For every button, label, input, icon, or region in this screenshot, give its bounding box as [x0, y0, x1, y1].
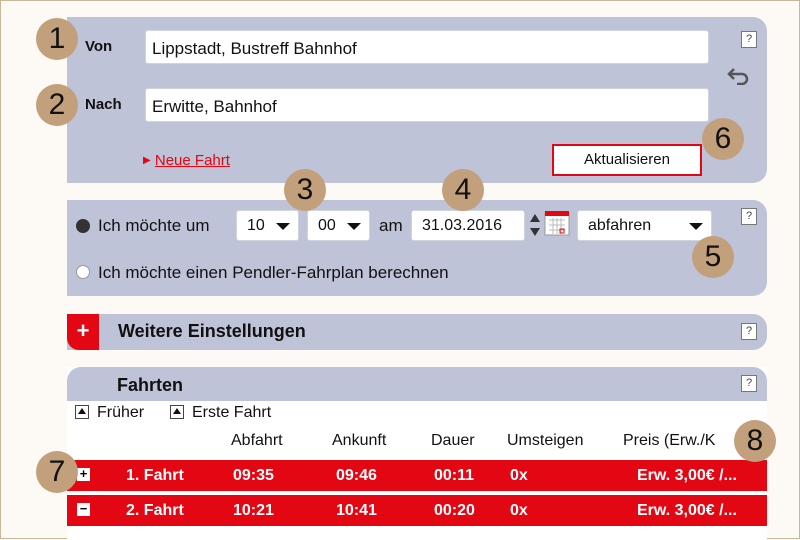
trip-arrival: 09:46: [336, 467, 377, 484]
commuter-option-radio[interactable]: [76, 265, 90, 279]
help-icon-trips[interactable]: ?: [741, 375, 757, 392]
arrow-up-icon: [75, 405, 89, 419]
annotation-badge-5: 5: [692, 236, 734, 278]
column-departure: Abfahrt: [231, 432, 283, 449]
update-button[interactable]: Aktualisieren: [552, 144, 702, 176]
date-prefix: am: [379, 216, 403, 235]
help-icon-route[interactable]: ?: [741, 31, 757, 48]
trip-price: Erw. 3,00€ /...: [637, 467, 737, 484]
chevron-down-icon: [276, 223, 290, 230]
hour-select[interactable]: [236, 210, 299, 241]
trip-duration: 00:11: [434, 467, 475, 484]
column-price: Preis (Erw./K: [623, 432, 716, 449]
annotation-badge-7: 7: [36, 451, 78, 493]
annotation-badge-2: 2: [36, 84, 78, 126]
trip-row[interactable]: [67, 460, 767, 491]
date-field[interactable]: 31.03.2016: [411, 210, 525, 241]
help-icon-time[interactable]: ?: [741, 208, 757, 225]
trip-changes: 0x: [510, 467, 528, 484]
trip-row[interactable]: [67, 495, 767, 526]
arrow-up-icon: [170, 405, 184, 419]
chevron-down-icon: [689, 223, 703, 230]
mode-select[interactable]: [577, 210, 712, 241]
trip-changes: 0x: [510, 502, 528, 519]
mode-value: abfahren: [588, 217, 652, 234]
trip-arrival: 10:41: [336, 502, 377, 519]
column-arrival: Ankunft: [332, 432, 387, 449]
new-trip-label: Neue Fahrt: [154, 152, 230, 169]
minute-select[interactable]: [307, 210, 370, 241]
to-field[interactable]: Erwitte, Bahnhof: [145, 88, 709, 122]
calendar-icon[interactable]: [544, 209, 570, 237]
annotation-badge-3: 3: [284, 169, 326, 211]
column-duration: Dauer: [431, 432, 475, 449]
minute-value: 00: [318, 217, 336, 234]
collapse-icon[interactable]: −: [77, 503, 90, 516]
earlier-label: Früher: [97, 404, 145, 421]
annotation-badge-8: 8: [734, 420, 776, 462]
chevron-down-icon: [347, 223, 361, 230]
commuter-option-label: Ich möchte einen Pendler-Fahrplan berechnen: [98, 263, 449, 282]
new-trip-link[interactable]: [143, 152, 230, 169]
first-trip-label: Erste Fahrt: [192, 404, 272, 421]
time-option-label: Ich möchte um: [98, 216, 210, 235]
expand-more-settings-icon[interactable]: +: [67, 314, 99, 350]
trip-name: 1. Fahrt: [126, 467, 184, 484]
time-option-radio[interactable]: [76, 219, 90, 233]
trip-name: 2. Fahrt: [126, 502, 184, 519]
annotation-badge-4: 4: [442, 169, 484, 211]
annotation-badge-6: 6: [702, 118, 744, 160]
trips-title: Fahrten: [117, 375, 184, 395]
trip-duration: 00:20: [434, 502, 475, 519]
more-settings-title: Weitere Einstellungen: [118, 321, 306, 341]
expand-icon[interactable]: +: [77, 468, 90, 481]
to-label: Nach: [85, 96, 122, 113]
date-stepper-icon[interactable]: [529, 211, 541, 239]
trip-departure: 09:35: [233, 467, 274, 484]
annotation-badge-1: 1: [36, 18, 78, 60]
from-label: Von: [85, 38, 113, 55]
from-field[interactable]: Lippstadt, Bustreff Bahnhof: [145, 30, 709, 64]
trip-departure: 10:21: [233, 502, 274, 519]
arrow-right-icon: ▶: [143, 155, 151, 166]
swap-icon[interactable]: [727, 65, 751, 85]
column-changes: Umsteigen: [507, 432, 584, 449]
hour-value: 10: [247, 217, 265, 234]
trip-price: Erw. 3,00€ /...: [637, 502, 737, 519]
help-icon-settings[interactable]: ?: [741, 323, 757, 340]
